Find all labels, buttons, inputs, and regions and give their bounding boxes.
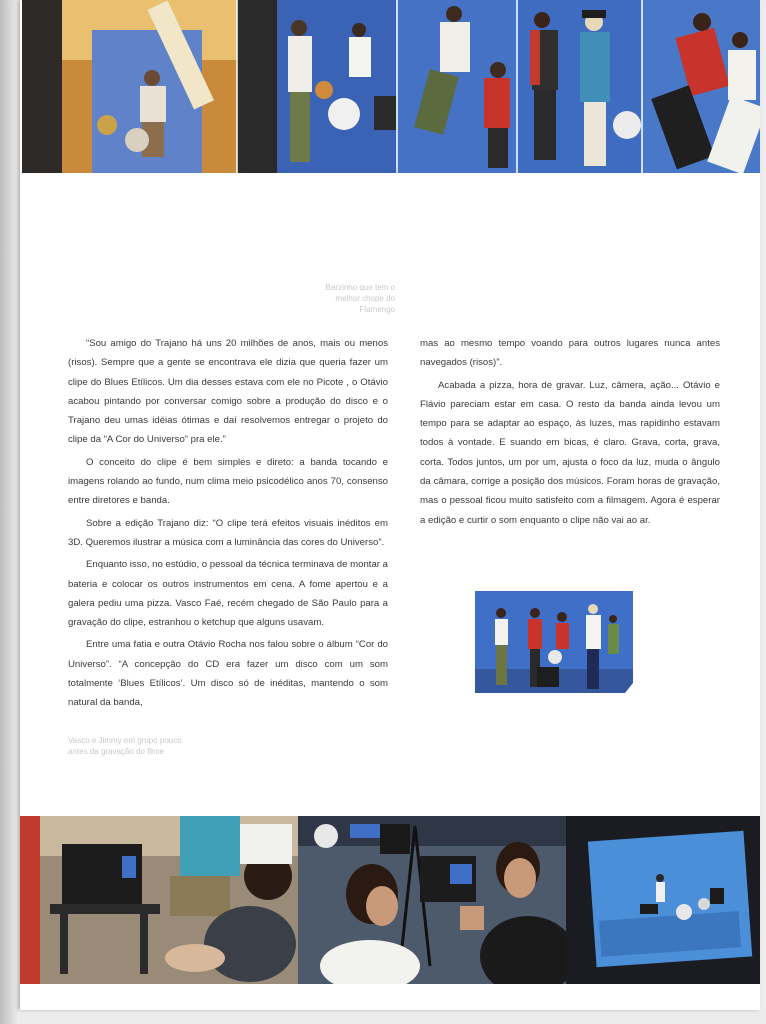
top-photo-strip [22, 0, 760, 173]
caption-top-text: Barzinho que tem o melhor chope do Flamengo [325, 283, 395, 314]
article-paragraph: O conceito do clipe é bem simples e direto: a banda tocando e imagens rolando ao fundo, num clima meio psicodélico anos 70, consenso entre diretores e banda. [68, 456, 388, 507]
photo-caption-bottom [68, 735, 198, 757]
article-column-left [68, 334, 388, 716]
band-thumbnail-photo [475, 591, 633, 693]
bottom-photo-collage [20, 816, 760, 984]
photo-caption-top [300, 282, 395, 315]
article-paragraph: Enquanto isso, no estúdio, o pessoal da técnica terminava de montar a bateria e colocar os outros instrumentos em cena. A fome apertou e a galera pediu uma pizza. Vasco Faé, recém chegado de São Paulo para a gravação do clipe, estranhou o ketchup que alguns usavam. [68, 559, 388, 629]
article-column-right [420, 334, 720, 533]
bottom-photo-strip [20, 816, 760, 984]
band-thumbnail-image [475, 591, 633, 693]
top-photo-collage [22, 0, 760, 173]
page-spine-shadow [0, 0, 20, 1024]
caption-bottom-text: Vasco e Jimmy em grupo pouco antes da gravação do filme [68, 736, 182, 756]
article-paragraph: Entre uma fatia e outra Otávio Rocha nos falou sobre o álbum “Cor do Universo”. “A concepção do CD era fazer um disco com um som totalmente ‘Blues Etílicos’. Um disco só de inéditas, mantendo o som natural da banda, [68, 639, 388, 709]
article-paragraph: mas ao mesmo tempo voando para outros lugares nunca antes navegados (risos)”. [420, 338, 720, 369]
magazine-page [20, 0, 760, 1010]
article-paragraph: Sobre a edição Trajano diz: “O clipe terá efeitos visuais inéditos em 3D. Queremos ilustrar a música com a luminância das cores do Universo”. [68, 517, 388, 548]
article-paragraph: Acabada a pizza, hora de gravar. Luz, câmera, ação... Otávio e Flávio pareciam estar em casa. O resto da banda ainda levou um tempo para se adaptar ao espaço, às luzes, mas rapidinho estavam todos à vontade. E suando em bicas, é claro. Grava, corta, grava, corta. Todos juntos, um por um, ajusta o foco da luz, muda o ângulo da câmara, corrige a posição dos músicos. Foram horas de gravação, mas o pessoal ficou muito satisfeito com a filmagem. Agora é esperar a edição e curtir o som enquanto o clipe não vai ao ar. [420, 379, 720, 526]
article-paragraph: “Sou amigo do Trajano há uns 20 milhões de anos, mais ou menos (risos). Sempre que a gente se encontrava ele dizia que queria fazer um clipe do Blues Etílicos. Um dia desses estava com ele no Picote , o Otávio acabou pintando por conversar comigo sobre a produção do disco e o Trajano deu umas idéias ótimas e daí resolvemos entregar o projeto do clipe da “A Cor do Universo” pra ele.” [68, 338, 388, 446]
